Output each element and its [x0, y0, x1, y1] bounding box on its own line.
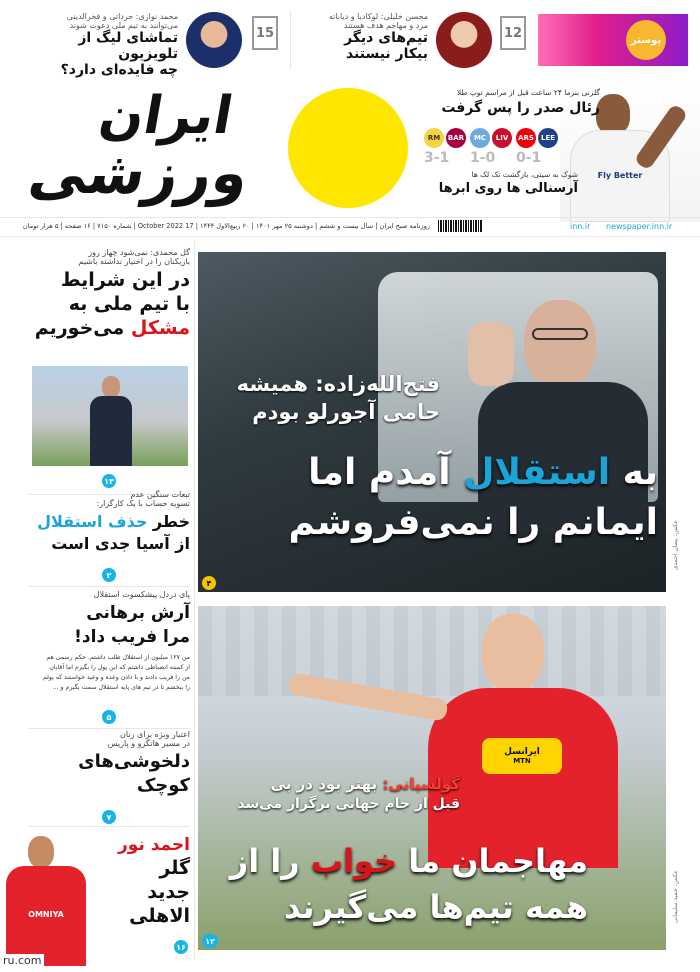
sidebar-item-3-body-1: من ۱۲۷ میلیون از استقلال طلب داشتم. حکم رسمی هم [46, 654, 190, 661]
sidebar-divider-3 [28, 728, 190, 729]
sidebar-item-1-kicker: گل محمدی: نمی‌شود چهار روز [88, 248, 190, 257]
main-story-kicker-line1: فتح‌الله‌زاده: همیشه [236, 372, 440, 396]
left-item-portrait [186, 12, 242, 68]
sidebar-item-4-title-line2: کوچک [136, 775, 190, 796]
sidebar-item-5[interactable] [88, 834, 190, 928]
goalkeeper-head [28, 836, 54, 868]
player-shirt-sponsor: ایرانسل [504, 747, 540, 757]
sidebar-item-2-title-line1 [28, 511, 190, 533]
sidebar-item-2-title-red: حذف استقلال [37, 512, 148, 531]
second-story-page-badge[interactable]: ۱۲ [202, 934, 218, 948]
mid-item-title1[interactable]: تیم‌های دیگر [344, 30, 428, 46]
main-story-head-line2: ایمانم را نمی‌فروشم [288, 502, 658, 543]
sidebar-item-4-kicker: اعتبار ویژه برای زنان [120, 730, 190, 739]
arsenal-title[interactable]: آرسنالی ها روی ابرها [438, 181, 578, 196]
sidebar-item-4-page-badge[interactable]: ۷ [102, 810, 116, 824]
score-3: 0-1 [516, 150, 542, 166]
column-rule [194, 240, 195, 960]
promo-badge: پوستر [626, 20, 666, 60]
sidebar-item-3-body-4: را ببخشم تا در تیم های پایه استقلال سمت بگیرم و ... [52, 684, 190, 691]
benzema-head [596, 94, 630, 134]
player-shirt-sponsor-bg [482, 738, 562, 774]
info-bar-site-short[interactable]: inn.ir [570, 222, 591, 231]
sidebar-item-3-body-3: من را فریب دادند و با دادن وعده و وعید خواستند که پولم [42, 674, 190, 681]
results-row [420, 126, 560, 170]
sidebar-item-3-kicker: پای دردل پیشکسوت استقلال [93, 590, 190, 599]
second-story-head-line1 [198, 838, 588, 884]
sidebar-item-2-title-pre: خطر [147, 512, 190, 531]
score-1: 3-1 [424, 150, 450, 166]
second-story[interactable] [198, 606, 666, 950]
second-story-credit: عکس: حمید سلیمانی [672, 870, 679, 924]
main-story-page-badge[interactable]: ۴ [202, 576, 216, 590]
second-story-head1-post: را از [229, 842, 311, 880]
sidebar [28, 240, 190, 972]
mid-item-page-number: 12 [500, 16, 526, 50]
coach-head [102, 376, 120, 398]
mid-item-kicker2: مرد و مهاجم هدف هستند [343, 21, 428, 30]
team-badge-lee: LEE [538, 128, 558, 148]
sidebar-item-3-title-line1: آرش برهانی [86, 603, 190, 623]
sidebar-item-3-title-line2: مرا فریب داد! [74, 627, 190, 647]
barcode [438, 220, 482, 232]
main-story-head1-post: آمدم اما [308, 452, 464, 493]
mid-item-kicker: محسن خلیلی: لوکادیا و دیاباته [328, 12, 428, 21]
sidebar-divider-4 [28, 826, 190, 827]
logo[interactable] [24, 86, 290, 214]
sidebar-item-5-title-line1: گلر [159, 857, 190, 879]
benzema-story [418, 88, 600, 116]
promo-poster[interactable] [538, 14, 688, 66]
arsenal-story [418, 170, 578, 196]
sidebar-item-1-title-red: مشکل [130, 317, 190, 339]
second-story-head-line2: همه تیم‌ها می‌گیرند [284, 888, 588, 926]
sidebar-item-1[interactable] [28, 248, 190, 340]
second-story-kicker [198, 774, 460, 814]
sidebar-item-2-kicker: تبعات سنگین عدم [130, 490, 190, 499]
sidebar-item-3[interactable] [28, 590, 190, 693]
goalkeeper-shirt-sponsor: OMNIYA [28, 910, 64, 919]
sidebar-item-1-title-line3 [28, 316, 190, 340]
benzema-kicker: گلزنی بنزما ۲۴ ساعت قبل از مراسم توپ طلا [456, 88, 600, 97]
left-item-kicker: محمد نوازی: حرداتی و فخرالدینی [66, 12, 178, 21]
main-story[interactable] [198, 252, 666, 592]
info-bar-bottom-rule [0, 236, 700, 237]
sidebar-item-1-photo [32, 366, 188, 466]
second-story-headline [198, 838, 588, 930]
logo-line2: ورزشی [24, 139, 255, 207]
sidebar-item-1-title-rest: می‌خوریم [34, 317, 131, 339]
sidebar-item-3-page-badge[interactable]: ۵ [102, 710, 116, 724]
sidebar-item-1-kicker2: بازیکنان را در اختیار نداشته باشیم [78, 257, 190, 266]
team-badge-rm: RM [424, 128, 444, 148]
mid-item-title2[interactable]: بیکار نیستند [345, 46, 428, 62]
main-story-kicker-line2: حامی آجورلو بودم [252, 400, 440, 424]
main-story-kicker [198, 370, 660, 426]
second-story-kicker-line1 [198, 774, 460, 794]
second-story-head1-red: خواب [310, 842, 398, 880]
goalkeeper-shirt [6, 866, 86, 966]
left-item-kicker2: می‌توانند به تیم ملی دعوت شوند [69, 21, 178, 30]
main-story-head-line1 [198, 448, 658, 498]
stadium-stands [198, 606, 666, 696]
sidebar-item-2-kicker2: تسویه حساب با یک کارگزار: [96, 499, 190, 508]
team-badge-bar: BAR [446, 128, 466, 148]
sidebar-item-4-kicker2: در مسیر هاتگزو و پاریس [107, 739, 190, 748]
logo-line1: ایران [94, 86, 238, 146]
man-glasses [532, 328, 588, 340]
main-story-headline [198, 448, 658, 548]
mid-item-text [300, 12, 428, 62]
sidebar-item-5-title-red: احمد نور [117, 835, 190, 855]
main-story-head1-pre: به [610, 452, 658, 493]
info-bar-top-rule [0, 217, 700, 218]
left-item-title2[interactable]: چه فایده‌ای دارد؟ [60, 62, 178, 78]
team-badge-liv: LIV [492, 128, 512, 148]
main-story-credit: عکس: پیمان احمدی [672, 520, 679, 571]
sidebar-item-1-title-line1: در این شرایط [60, 269, 190, 291]
benzema-shirt-sponsor: Fly Better [597, 171, 643, 180]
sidebar-item-1-title-line2: با تیم ملی به [68, 293, 190, 315]
second-story-kicker-rest: بهتر بود در بی [270, 775, 383, 793]
sidebar-item-2[interactable] [28, 490, 190, 555]
player-shirt-sponsor2: MTN [513, 757, 531, 765]
sidebar-item-5-title-line3: الاهلی [129, 905, 190, 927]
coach-body [90, 396, 132, 466]
sidebar-item-4[interactable] [28, 730, 190, 798]
top-strip [0, 0, 700, 82]
sidebar-item-1-page-badge[interactable]: ۱۳ [102, 474, 116, 488]
benzema-title[interactable]: رئال صدر را پس گرفت [441, 100, 600, 116]
left-item-text [18, 12, 178, 78]
watermark: ru.com [0, 954, 44, 967]
mid-item-portrait [436, 12, 492, 68]
info-bar-site[interactable]: newspaper.inn.ir [606, 222, 673, 231]
main-story-head1-blue: استقلال [463, 452, 611, 493]
sidebar-item-5-title-line2: جدید [147, 881, 190, 903]
second-story-kicker-red: گولسیانی: [382, 775, 460, 793]
second-story-head1-pre: مهاجمان ما [397, 842, 588, 880]
info-bar-text: روزنامه صبح ایران | سال بیست و ششم | دوشنبه ۲۵ مهر ۱۴۰۱ | ۲۰ ربیع‌الاول ۱۴۴۴ | 17 October 2022 | شماره ۷۱۵۰ | ۱۶ صفحه | ۵ هزار تومان [22, 222, 430, 230]
sidebar-item-3-body-2: از کمیته انضباطی داشتم که این پول را بگیرم اما آقایان [49, 664, 190, 671]
sidebar-item-4-title-line1: دلخوشی‌های [78, 751, 190, 772]
sidebar-item-5-page-badge[interactable]: ۱۶ [174, 940, 188, 954]
team-badge-mc: MC [470, 128, 490, 148]
sidebar-item-2-title-line2: از آسیا جدی است [51, 534, 190, 553]
team-badge-ars: ARS [516, 128, 536, 148]
masthead [0, 82, 700, 222]
sidebar-item-5-photo [4, 828, 94, 972]
score-2: 1-0 [470, 150, 496, 166]
logo-yellow-circle [288, 88, 408, 208]
sidebar-divider-2 [28, 586, 190, 587]
left-item-page-number: 15 [252, 16, 278, 50]
top-divider [290, 10, 291, 70]
sidebar-item-2-page-badge[interactable]: ۲ [102, 568, 116, 582]
player-head [482, 614, 544, 692]
arsenal-kicker: شوک به سیتی، بازگشت تک لک ها [471, 170, 578, 179]
info-bar [0, 219, 700, 235]
left-item-title1[interactable]: تماشای لیگ از تلویزیون [78, 30, 178, 62]
second-story-kicker-line2: قبل از جام جهانی برگزار می‌شد [237, 796, 460, 812]
